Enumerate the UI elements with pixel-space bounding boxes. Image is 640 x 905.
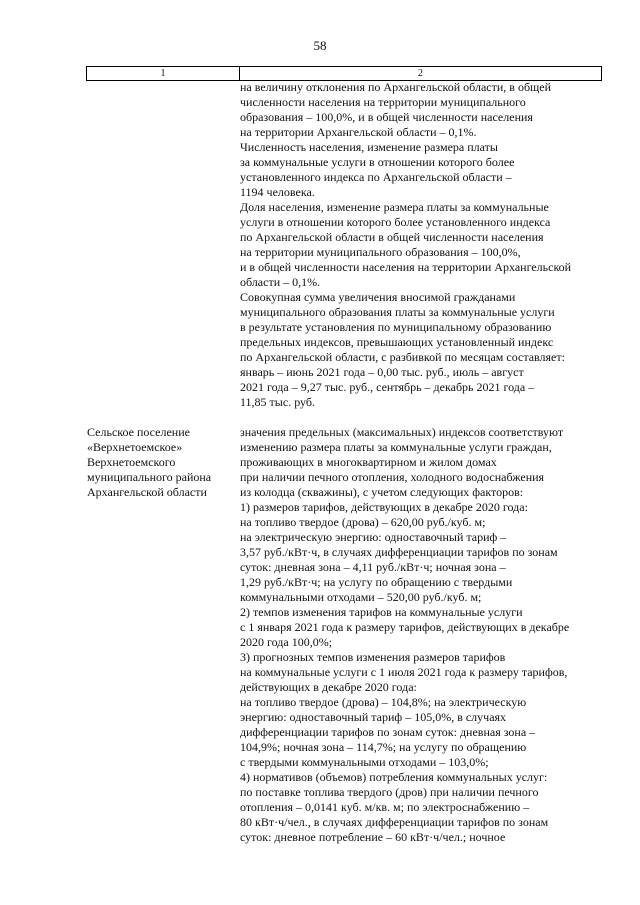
text-line: установленного индекса по Архангельской области – [240,170,512,184]
text-line: действующих в декабре 2020 года: [240,680,417,694]
text-line: энергию: одноставочный тариф – 105,0%, в случаях [240,710,507,724]
text-line: январь – июнь 2021 года – 0,00 тыс. руб., июль – август [240,365,524,379]
text-line: 2020 года 100,0%; [240,635,333,649]
text-line: предельных индексов, превышающих установленный индекс [240,335,554,349]
text-line: услуги в отношении которого более установленного индекса [240,215,551,229]
page-number: 58 [313,38,327,53]
municipality-line: Верхнетоемского [87,455,176,469]
text-line: Численность населения, изменение размера платы [240,140,498,154]
text-line: 3,57 руб./кВт·ч, в случаях дифференциации тарифов по зонам [240,545,558,559]
text-line: 3) прогнозных темпов изменения размеров тарифов [240,650,506,664]
text-line: по Архангельской области, с разбивкой по месяцам составляет: [240,350,565,364]
text-line: 2) темпов изменения тарифов на коммунальные услуги [240,605,523,619]
table-header-row [86,66,602,81]
text-line: с 1 января 2021 года к размеру тарифов, действующих в декабре [240,620,570,634]
text-line: на величину отклонения по Архангельской области, в общей [240,80,552,94]
text-line: дифференциации тарифов по зонам суток: дневная зона – [240,725,536,739]
text-line: за коммунальные услуги в отношении которого более [240,155,515,169]
text-line: по поставке топлива твердого (дров) при наличии печного [240,785,539,799]
text-line: значения предельных (максимальных) индексов соответствуют [240,425,564,439]
continuation-text [240,80,602,410]
text-line: муниципального образования платы за коммунальные услуги [240,305,555,319]
text-line: и в общей численности населения на территории Архангельской [240,260,572,274]
text-line: на коммунальные услуги с 1 июля 2021 года к размеру тарифов, [240,665,568,679]
table-header-col-2: 2 [418,68,423,79]
text-line: суток: дневное потребление – 60 кВт·ч/чел.; ночное [240,830,506,844]
table-header-col-1: 1 [87,67,240,80]
text-line: на электрическую энергию: одноставочный тариф – [240,530,507,544]
text-line: из колодца (скважины), с учетом следующих факторов: [240,485,524,499]
text-line: образования – 100,0%, и в общей численности населения [240,110,533,124]
text-line: численности населения на территории муниципального [240,95,526,109]
text-line: по Архангельской области в общей численности населения [240,230,544,244]
municipality-line: Архангельской области [87,485,207,499]
text-line: 11,85 тыс. руб. [240,395,315,409]
municipality-line: «Верхнетоемское» [87,440,183,454]
section-text [240,425,602,845]
text-line: на топливо твердое (дрова) – 104,8%; на электрическую [240,695,527,709]
text-line: 80 кВт·ч/чел., в случаях дифференциации тарифов по зонам [240,815,549,829]
text-line: Доля населения, изменение размера платы за коммунальные [240,200,549,214]
municipality-name [87,425,237,500]
text-line: 2021 года – 9,27 тыс. руб., сентябрь – декабрь 2021 года – [240,380,535,394]
text-line: с твердыми коммунальными отходами – 103,0%; [240,755,489,769]
text-line: 1,29 руб./кВт·ч; на услугу по обращению с твердыми [240,575,513,589]
municipality-line: муниципального района [87,470,212,484]
text-line: в результате установления по муниципальному образованию [240,320,552,334]
text-line: 1194 человека. [240,185,315,199]
text-line: суток: дневная зона – 4,11 руб./кВт·ч; ночная зона – [240,560,506,574]
text-line: 1) размеров тарифов, действующих в декабре 2020 года: [240,500,528,514]
text-line: изменению размера платы за коммунальные услуги граждан, [240,440,552,454]
text-line: области – 0,1%. [240,275,321,289]
text-line: проживающих в многоквартирном и жилом домах [240,455,497,469]
text-line: 104,9%; ночная зона – 114,7%; на услугу по обращению [240,740,527,754]
municipality-line: Сельское поселение [87,425,190,439]
text-line: на топливо твердое (дрова) – 620,00 руб./куб. м; [240,515,486,529]
text-line: Совокупная сумма увеличения вносимой гражданами [240,290,516,304]
text-line: на территории Архангельской области – 0,1%. [240,125,477,139]
text-line: при наличии печного отопления, холодного водоснабжения [240,470,545,484]
text-line: на территории муниципального образования – 100,0%, [240,245,521,259]
text-line: 4) нормативов (объемов) потребления коммунальных услуг: [240,770,548,784]
text-line: отопления – 0,0141 куб. м/кв. м; по электроснабжению – [240,800,530,814]
text-line: коммунальными отходами – 520,00 руб./куб. м; [240,590,482,604]
